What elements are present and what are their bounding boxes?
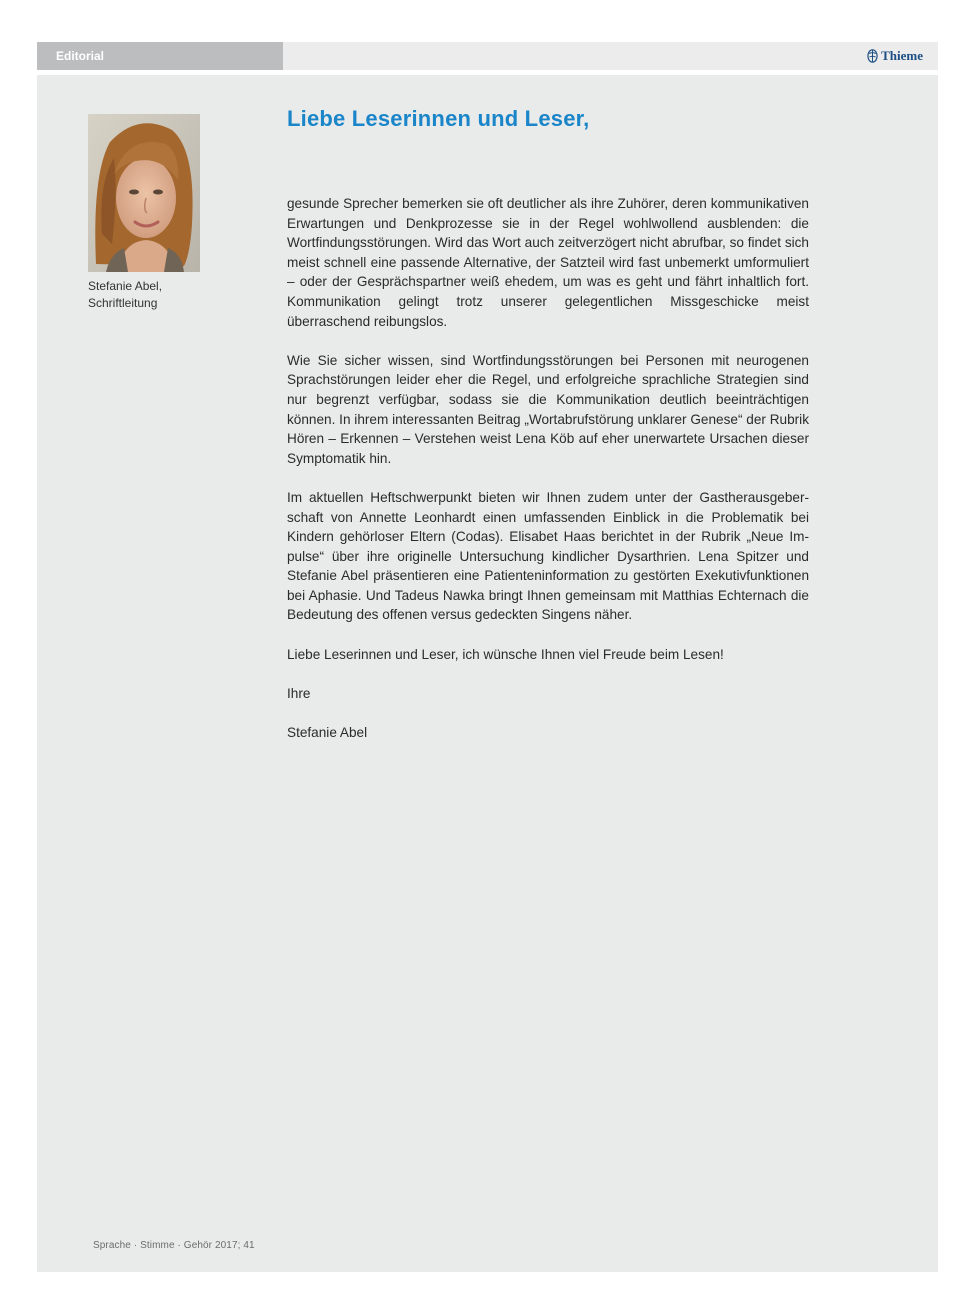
author-portrait [88,114,200,272]
thieme-logo-icon [867,49,878,63]
publisher-name: Thieme [881,48,923,63]
signoff-name: Stefanie Abel [287,725,368,741]
paragraph-2: Wie Sie sicher wissen, sind Wortfindungsstörungen bei Personen mit neurogenen Sprachstörungen leider eher die Regel, und erfolgreiche sprachliche Strategien sind nur begrenzt verfügbar, sodass sie die Kommunikation deutlich beeinträchtigen können. In ihrem interessanten Beitrag „Wortabrufstörung unklarer Genese“ der Rubrik Hören – Erkennen – Verstehen weist Lena Köb auf eher unerwartete Ursachen dieser Symptomatik hin. [287,352,809,466]
caption-role: Schriftleitung [88,296,158,310]
editorial-body [287,194,809,762]
closing-greeting: Liebe Leserinnen und Leser, ich wünsche Ihnen viel Freude beim Lesen! [287,646,724,662]
editorial-headline: Liebe Leserinnen und Leser, [287,106,590,131]
section-label: Editorial [37,42,283,70]
publisher-logo [867,47,923,65]
paragraph-1: gesunde Sprecher bemerken sie oft deutlicher als ihre Zuhörer, deren kommunikativen Erwartungen und Denkprozesse sie in der Regel wohlwollend ausblenden: die Wortfindungsstörungen. Wird das Wort auch zeitverzögert nicht abrufbar, so findet sich meist schnell eine passende Alternative, der Satzteil wird fast unbemerkt umformuliert – oder der Gesprächspartner weiß ehedem, um was es geht und fährt inhaltlich fort. Kommunikation gelingt trotz unserer gelegentlichen Missgeschicke meist überraschend reibungslos. [287,196,809,329]
journal-citation: Sprache · Stimme · Gehör 2017; 41 [93,1240,255,1251]
paragraph-3: Im aktuellen Heftschwerpunkt bieten wir Ihnen zudem unter der Gastherausgeberschaft von Annette Leonhardt einen umfassenden Einblick in die Problematik bei Kindern gehörloser Eltern (Codas). Elisabet Haas berichtet in der Rubrik „Neue Impulse“ über ihre originelle Untersuchung kindlicher Dysarthrien. Lena Spitzer und Stefanie Abel präsentieren eine Patienteninformation zu gestörten Exekutivfunktionen bei Aphasie. Und Tadeus Nawka bringt Ihnen gemeinsam mit Matthias Echternach die Bedeutung des offenen versus gedeckten Singens näher. [287,489,809,623]
portrait-caption [88,278,238,312]
signoff-salutation: Ihre [287,685,311,701]
caption-name: Stefanie Abel, [88,279,163,293]
